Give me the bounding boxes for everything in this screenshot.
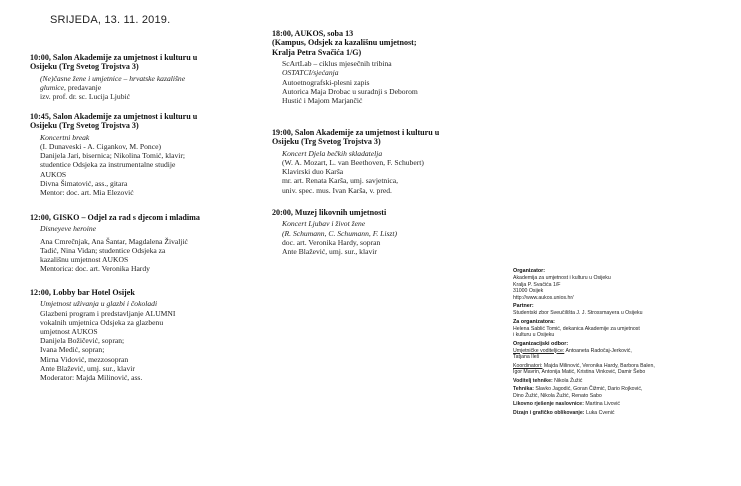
event-line-text: Koncert	[282, 219, 309, 229]
event-title: 10:45, Salon Akademije za umjetnost i kulturu u Osijeku (Trg Svetog Trojstva 3)	[30, 112, 198, 131]
event-line: (R. Schumann, C. Schumann, F. Liszt)	[282, 228, 398, 238]
event-12-00-lobby	[30, 288, 252, 382]
event-line: Danijela Jari, bisernica; Nikolina Tomić, klavir; studentice Odsjeka za instrumentalne studije AUKOS	[40, 151, 186, 179]
event-line-suffix: , predavanje	[64, 83, 102, 93]
event-line: doc. art. Veronika Hardy, sopran Ante Blažević, umj. sur., klavir	[282, 237, 381, 257]
event-line: Autoetnografski-plesni zapis	[282, 77, 370, 87]
koordinatori-value: Majda Milinović, Veronika Hardy, Barbora Balen, Igor Mavrin, Antonija Matić, Kristina Vinković, Damir Šebo	[513, 362, 655, 375]
event-line	[282, 219, 494, 228]
event-line: Danijela Božičević, sopran; Ivana Medić, sopran; Mirna Vidović, mezzosopran Ante Blažević, umj. sur., klavir	[40, 336, 135, 373]
event-10-00	[30, 53, 252, 101]
event-10-45	[30, 112, 252, 197]
za-organizatora-label: Za organizatora:	[513, 318, 555, 325]
naslovnica-value: Martina Livović	[583, 401, 620, 407]
voditeljice-label: Umjetničke voditeljice:	[513, 347, 565, 354]
event-line: Disneyeve heroine	[40, 224, 97, 234]
dizajn-label: Dizajn i grafičko oblikovanje:	[513, 409, 585, 416]
event-20-00	[272, 208, 494, 256]
event-line	[40, 74, 252, 92]
event-line: ScArtLab – ciklus mjesečnih tribina	[282, 59, 392, 69]
event-line: Klavirski duo Karša	[282, 167, 344, 177]
event-line: Moderator: Majda Milinović, ass.	[40, 373, 143, 383]
event-line-text: Koncert	[282, 148, 309, 158]
event-line: izv. prof. dr. sc. Lucija Ljubić	[40, 92, 130, 102]
event-line: Mentorica: doc. art. Veronika Hardy	[40, 264, 150, 274]
partner-label: Partner:	[513, 303, 534, 309]
dizajn-value: Luka Cvenić	[584, 409, 615, 416]
event-12-00-gisko	[30, 213, 252, 273]
event-line: Autorica Maja Drobac u suradnji s Deborom Hustić i Majom Marjančić	[282, 86, 418, 106]
event-line-italic-text: (Ne)časne žene i umjetnice – hrvatske kazališne glumice	[40, 73, 186, 93]
event-19-00	[272, 128, 494, 195]
event-title: 20:00, Muzej likovnih umjetnosti	[272, 208, 387, 217]
day-title: SRIJEDA, 13. 11. 2019.	[50, 14, 171, 26]
odbor-label: Organizacijski odbor:	[513, 340, 569, 347]
event-line: Umjetnost uživanja u glazbi i čokoladi	[40, 299, 158, 309]
za-organizatora-details: Helena Sablić Tomić, dekanica Akademije za umjetnost i kulturu u Osijeku	[513, 325, 640, 338]
event-line: mr. art. Renata Karša, umj. savjetnica, univ. spec. mus. Ivan Karša, v. pred.	[282, 176, 398, 195]
event-title: 10:00, Salon Akademije za umjetnost i kulturu u Osijeku (Trg Svetog Trojstva 3)	[30, 53, 198, 72]
organizers-block	[513, 268, 738, 416]
organizator-label: Organizator:	[513, 268, 546, 274]
koordinatori-label: Koordinatori:	[513, 362, 543, 369]
event-title: 19:00, Salon Akademije za umjetnost i kulturu u Osijeku (Trg Svetog Trojstva 3)	[272, 128, 440, 147]
voditeljice-value: Antoaneta Radočaj-Jerković, Tatjana Ileš	[513, 347, 632, 360]
event-line: (I. Dunaveski - A. Cigankov, M. Ponce)	[40, 142, 161, 152]
event-title: 18:00, AUKOS, soba 13 (Kampus, Odsjek za kazališnu umjetnost; Kralja Petra Svačića 1/G)	[272, 29, 417, 57]
voditelj-tehnike-label: Voditelj tehnike:	[513, 377, 553, 384]
partner-details: Studentski zbor Sveučilišta J. J. Strossmayera u Osijeku	[513, 310, 643, 316]
event-line: Divna Šimatović, ass., gitara	[40, 178, 128, 188]
naslovnica-row	[513, 401, 738, 408]
event-line: (W. A. Mozart, L. van Beethoven, F. Schubert)	[282, 158, 424, 168]
event-line: Glazbeni program i predstavljanje ALUMNI vokalnih umjetnica Odsjeka za glazbenu umjetnost AUKOS	[40, 308, 176, 337]
voditelj-tehnike-value: Nikola Žužić	[552, 377, 583, 384]
event-title: 12:00, Lobby bar Hotel Osijek	[30, 288, 135, 297]
organizator-details: Akademija za umjetnost i kulturu u Osijeku Kralja P. Svačića 1/F 31000 Osijek http://www.aukos.unios.hr/	[513, 275, 611, 301]
tehnika-label: Tehnika:	[513, 386, 534, 392]
dizajn-row	[513, 410, 738, 417]
event-line: Ana Cmrečnjak, Ana Šantar, Magdalena Živaljić Tadić, Nina Vidan; studentice Odsjeka za kazališnu umjetnost AUKOS	[40, 236, 188, 265]
tehnika-value: Slavko Jagodić, Goran Čižmić, Dario Rojković, Dino Žužić, Nikola Žužić, Renato Sabo	[513, 386, 643, 399]
event-line: Koncertni break	[40, 132, 90, 142]
naslovnica-label: Likovno rješenje naslovnice:	[513, 401, 584, 407]
event-line: Mentor: doc. art. Mia Elezović	[40, 188, 134, 198]
event-line-italic-suffix: Ljubav i život žene	[308, 219, 366, 229]
event-line	[282, 149, 494, 158]
event-line: OSTATCI/sjećanja	[282, 68, 339, 78]
tehnika-row	[513, 386, 738, 399]
koordinatori-row	[513, 363, 738, 376]
voditelj-tehnike-row	[513, 378, 738, 385]
voditeljice-row	[513, 348, 738, 361]
event-title: 12:00, GISKO – Odjel za rad s djecom i mladima	[30, 213, 200, 222]
event-line-italic-suffix: Djela bečkih skladatelja	[308, 148, 383, 158]
event-18-00	[272, 29, 494, 105]
